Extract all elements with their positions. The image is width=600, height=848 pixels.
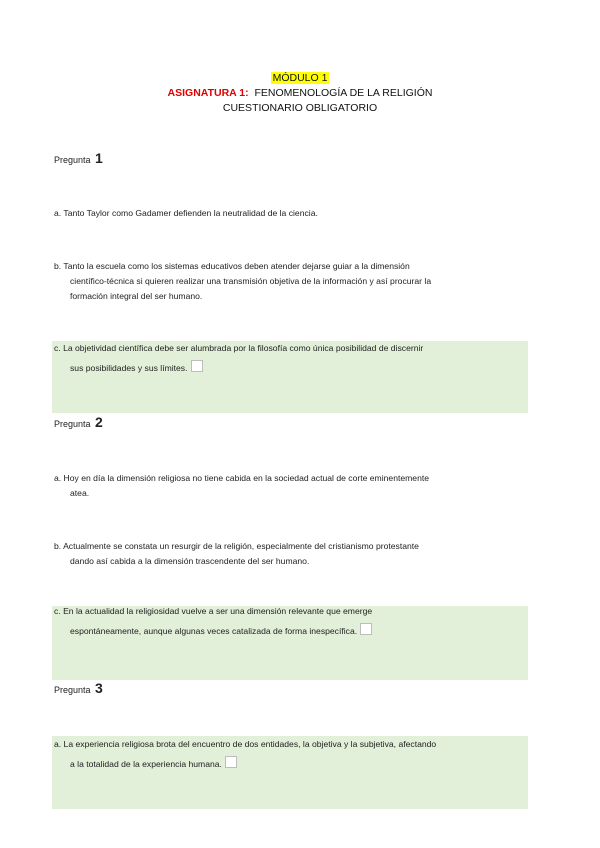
q1-option-a[interactable]: a. Tanto Taylor como Gadamer defienden la neutralidad de la ciencia. — [54, 208, 318, 218]
question-3-heading: Pregunta 3 — [54, 680, 103, 696]
q2-option-a[interactable]: a. Hoy en día la dimensión religiosa no tiene cabida en la sociedad actual de corte eminentemente atea. — [54, 473, 430, 498]
subject-heading — [0, 87, 600, 99]
module-heading: MÓDULO 1 — [272, 72, 328, 84]
question-1-heading: Pregunta 1 — [54, 150, 103, 166]
q1-option-c[interactable]: c. La objetividad científica debe ser alumbrada por la filosofía como única posibilidad de discernir sus posibilidades y sus límites. — [54, 343, 424, 373]
question-number: 1 — [95, 150, 103, 166]
q2-option-c[interactable]: c. En la actualidad la religiosidad vuelve a ser una dimensión relevante que emerge espontáneamente, aunque algunas veces catalizada de forma inespecífica. — [54, 606, 373, 636]
q2-option-b[interactable]: b. Actualmente se constata un resurgir de la religión, especialmente del cristianismo protestante dando así cabida a la dimensión trascendente del ser humano. — [54, 541, 419, 566]
question-2-heading: Pregunta 2 — [54, 414, 103, 430]
answer-checkbox[interactable] — [225, 756, 237, 768]
quiz-title: CUESTIONARIO OBLIGATORIO — [222, 102, 378, 114]
q3-option-a[interactable]: a. La experiencia religiosa brota del encuentro de dos entidades, la objetiva y la subjetiva, afectando a la totalidad de la experiencia humana. — [54, 739, 437, 769]
question-number: 2 — [95, 414, 103, 430]
q1-option-b[interactable]: b. Tanto la escuela como los sistemas educativos deben atender dejarse guiar a la dimensión científico-técnica si quieren realizar una transmisión objetiva de la información y así procurar la formación integral del ser humano. — [54, 261, 432, 301]
question-number: 3 — [95, 680, 103, 696]
subject-name: FENOMENOLOGÍA DE LA RELIGIÓN — [254, 87, 433, 99]
subject-label: ASIGNATURA 1: — [167, 87, 249, 99]
answer-checkbox[interactable] — [191, 360, 203, 372]
answer-checkbox[interactable] — [360, 623, 372, 635]
